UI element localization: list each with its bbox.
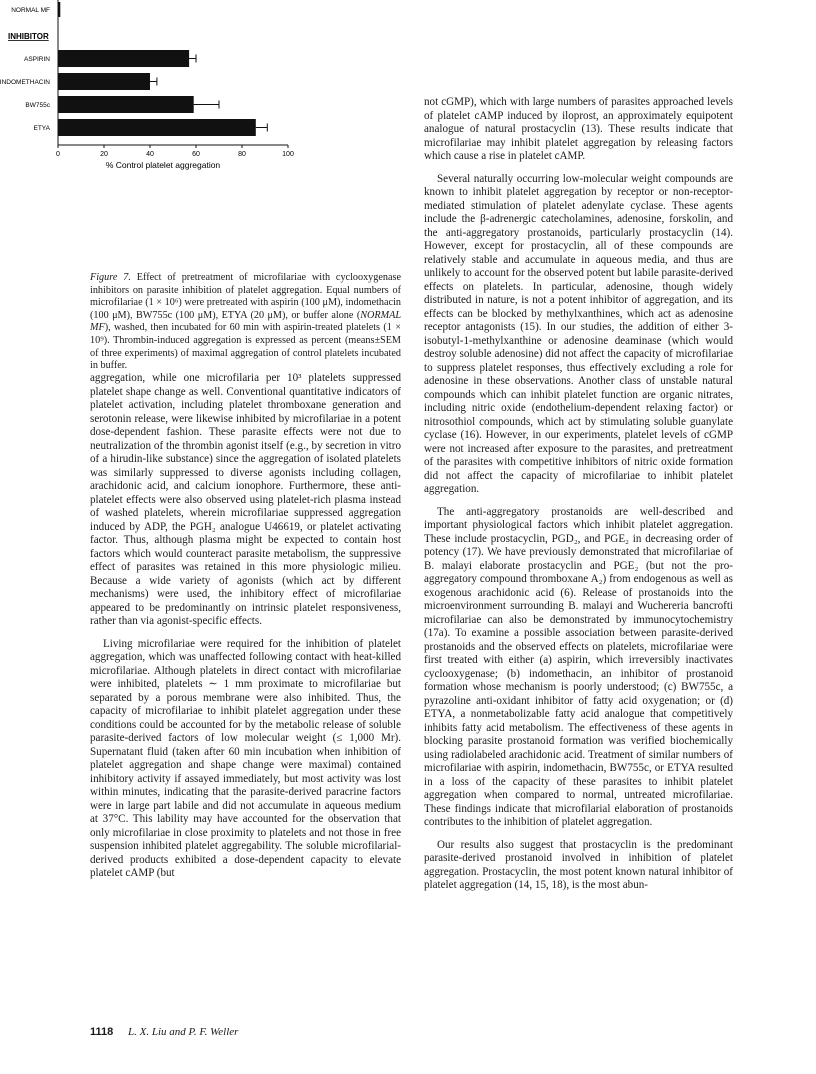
category-label-indomethacin: INDOMETHACIN <box>0 79 50 86</box>
figure-7 <box>0 0 310 270</box>
category-label-aspirin: ASPIRIN <box>23 56 50 63</box>
category-label-bw755c: BW755c <box>25 102 50 109</box>
figure-caption <box>90 272 401 373</box>
x-axis-label: % Control platelet aggregation <box>105 160 221 170</box>
left-column <box>90 372 401 881</box>
x-tick-label: 100 <box>282 151 294 158</box>
right-paragraph-2: Several naturally occurring low-molecular weight compounds are known to inhibit platelet aggregation by receptor or non-receptor-mediated stimulation of platelet adenylate cyclase. These agents include the β-adrenergic catecholamines, adenosine, forskolin, and the anti-aggregatory prostanoids, particularly prostacyclin (14). However, except for prostacyclin, all of these compounds are relatively stable and accumulate in aqueous media, and thus are unlikely to account for the observed potent but labile parasite-derived effects on platelets. In particular, adenosine, though widely distributed in nature, is not a potent inhibitor of aggregation, and its effects can be blocked by methylxanthines, which act as adenosine receptor antagonists (15). In our studies, the addition of either 3-isobutyl-1-methylxanthine or adenosine deaminase (which would destroy soluble adenosine) did not affect the capacity of microfilariae to suppress platelet responses, thus effectively excluding a role for adenosine in these observations. Another class of unstable natural compounds which can inhibit platelet function are organic nitrates, including nitric oxide (endothelium-dependent relaxing factor) or nitrosothiol compounds, which act by stimulating soluble guanylate cyclase (16). However, in our experiments, platelet levels of cGMP were not increased after exposure to the parasites, and pretreatment of the parasites with competitive inhibitors of nitric oxide formation did not affect the capacity of microfilariae to inhibit platelet aggregation. <box>424 172 733 495</box>
category-label-etya: ETYA <box>33 125 50 132</box>
x-tick-label: 80 <box>238 151 246 158</box>
caption-text: Effect of pretreatment of microfilariae with cyclooxygenase inhibitors on parasite inhibition of platelet aggregation. Equal numbers of microfilariae (1 × 10⁶) were pretreated with aspirin (100 μM), indomethacin (100 μM), BW755c (100 μM), ETYA (20 μM), or buffer alone ( <box>90 272 401 321</box>
inhibitor-header: INHIBITOR <box>8 32 49 41</box>
x-tick-label: 60 <box>192 151 200 158</box>
right-paragraph-4: Our results also suggest that prostacyclin is the predominant parasite-derived prostanoid involved in inhibition of platelet aggregation. Prostacyclin, the most potent known natural inhibitor of platelet aggregation (14, 15, 18), is the most abun- <box>424 838 733 891</box>
bar-etya <box>58 119 256 136</box>
right-paragraph-3: The anti-aggregatory prostanoids are well-described and important physiological factors which inhibit platelet aggregation. These include prostacyclin, PGD₂, and PGE₂ in decreasing order of potency (17). We have previously demonstrated that microfilariae of B. malayi elaborate prostacyclin and PGE₂ (but not the pro-aggregatory compound thromboxane A₂) from endogenous as well as exogenous arachidonic acid (6). Release of prostanoids into the microenvironment surrounding B. malayi and Wuchereria bancrofti microfilariae can also be demonstrated by immunocytochemistry (17a). To examine a possible association between parasite-derived prostanoids and the observed effects on platelets, microfilariae were first treated with either (a) aspirin, which irreversibly inactivates cyclooxygenase; (b) indomethacin, an inhibitor of prostanoid formation whose mechanism is poorly understood; (c) BW755c, a pyrazoline anti-oxidant inhibitor of fatty acid oxygenation; or (d) ETYA, a nonmetabolizable fatty acid analogue that competitively inhibits fatty acid metabolism. The effectiveness of these agents in blocking parasite prostanoid formation was verified biochemically using radiolabeled arachidonic acid. Treatment of similar numbers of microfilariae with aspirin, indomethacin, BW755c, or ETYA resulted in a loss of the capacity of these parasites to inhibit platelet aggregation when compared to normal, untreated microfilariae. These findings indicate that microfilarial elaboration of prostanoids contributes to the inhibition of platelet aggregation. <box>424 505 733 828</box>
left-paragraph-1: aggregation, while one microfilaria per 10³ platelets suppressed platelet shape change as well. Conventional quantitative indicators of platelet activation, including platelet thromboxane generation and serotonin release, were likewise inhibited by microfilariae in a potent dose-dependent fashion. These parasite effects were not due to neutralization of the thrombin agonist itself (e.g., by secretion in vitro of a hirudin-like substance) since the aggregation of isolated platelets was similarly suppressed to diverse agonists including collagen, arachidonic acid, and calcium ionophore. Furthermore, these anti-platelet effects were also observed using platelet-rich plasma instead of washed platelets, wherein microfilariae suppressed aggregation induced by ADP, the PGH₂ analogue U46619, or platelet activating factor. Thus, although plasma might be expected to contain host factors which would counteract parasite metabolism, the suppressive effect of parasites was retained in this more physiologic milieu. Because a wide variety of agonists (which act by different mechanisms) were used, the inhibitory effect of microfilariae appeared to be predominantly on intrinsic platelet responsiveness, rather than via agonist-specific effects. <box>90 372 401 627</box>
left-paragraph-2: Living microfilariae were required for the inhibition of platelet aggregation, which was unaffected following contact with heat-killed microfilariae. Although platelets in direct contact with microfilariae were inhibited, platelets ∼ 1 mm proximate to microfilariae but separated by a porous membrane were also inhibited. Thus, the capacity of microfilariae to inhibit platelet aggregation under these conditions could be accounted for by the metabolic release of soluble parasite-derived factors of low molecular weight (≤ 1,000 Mr). Supernatant fluid (taken after 60 min incubation when inhibition of platelet aggregation and shape change were maximal) contained inhibitory activity if assayed immediately, but most activity was lost within minutes, indicating that the parasite-derived paracrine factors were in large part labile and did not accumulate in aqueous medium at 37°C. This lability may have accounted for the observation that only microfilariae in close proximity to platelets and not those in free suspension inhibited platelet aggregability. The soluble microfilarial-derived products exhibited a dose-dependent capacity to elevate platelet cAMP (but <box>90 637 401 879</box>
bar-chart <box>0 0 310 180</box>
caption-text-2: ), washed, then incubated for 60 min with aspirin-treated platelets (1 × 10⁹). Thrombin-induced aggregation is expressed as percent (means±SEM of three experiments) of maximal aggregation of control platelets incubated in buffer. <box>90 322 401 372</box>
caption-label: Figure 7. <box>90 272 131 283</box>
x-tick-label: 0 <box>56 151 60 158</box>
right-column <box>424 96 733 893</box>
footer-authors: L. X. Liu and P. F. Weller <box>128 1026 239 1038</box>
bar-aspirin <box>58 50 189 67</box>
bar-indomethacin <box>58 73 150 90</box>
right-paragraph-1: not cGMP), which with large numbers of parasites approached levels of platelet cAMP induced by iloprost, an approximately equipotent analogue of natural prostacyclin (13). These results indicate that microfilariae may inhibit platelet aggregation by releasing factors which cause a rise in platelet cAMP. <box>424 96 733 162</box>
bar-bw755c <box>58 96 194 113</box>
category-label-normal-mf: NORMAL MF <box>11 7 50 14</box>
caption-normal-mf: NORMAL MF <box>90 309 401 334</box>
page-footer <box>90 1026 238 1038</box>
x-tick-label: 40 <box>146 151 154 158</box>
page-number: 1118 <box>90 1026 114 1038</box>
x-tick-label: 20 <box>100 151 108 158</box>
